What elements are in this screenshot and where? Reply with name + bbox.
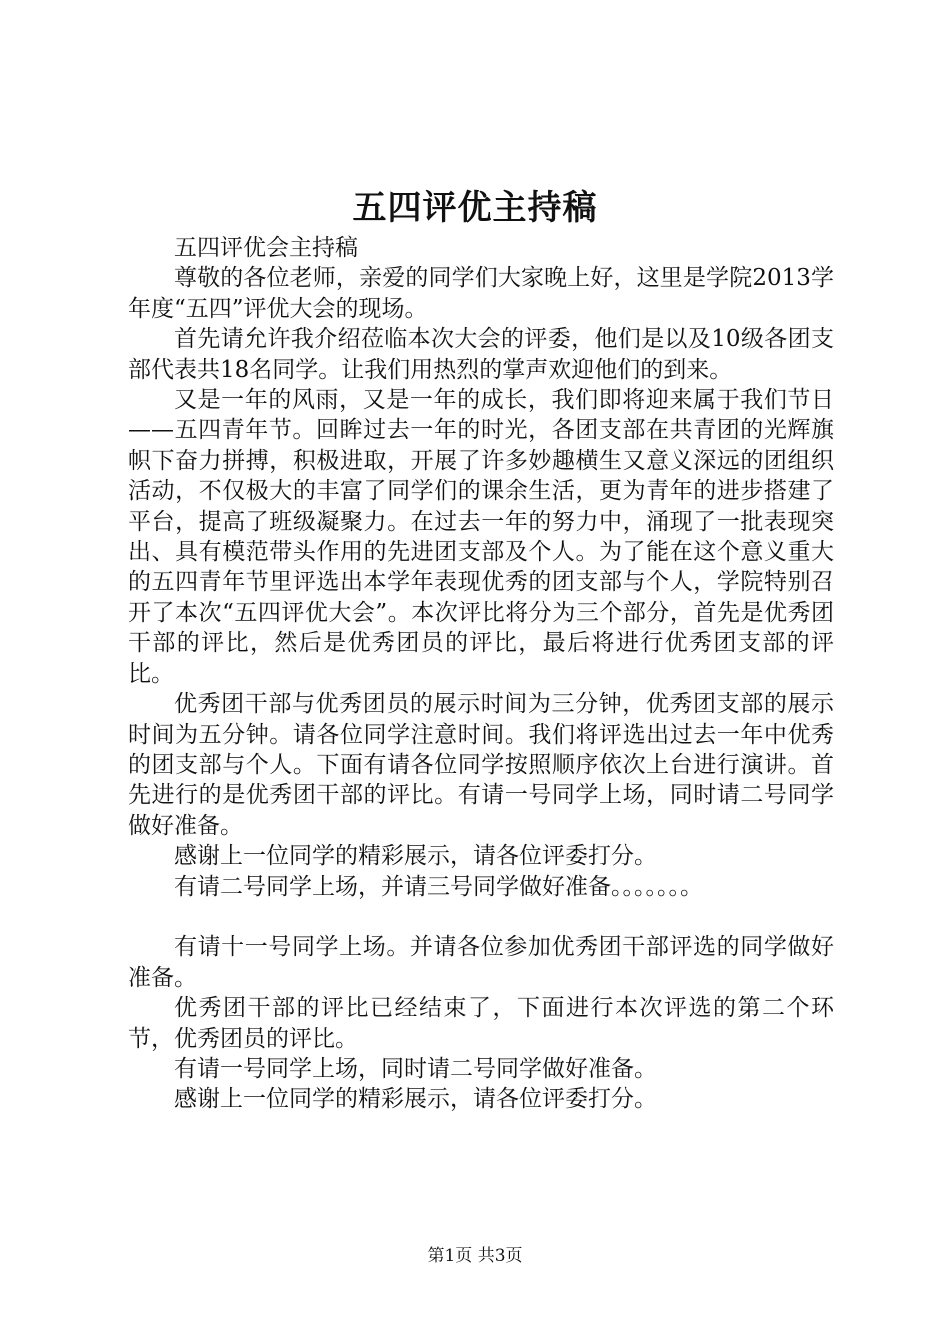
blank-line [128,902,834,932]
paragraph: 有请十一号同学上场。并请各位参加优秀团干部评选的同学做好准备。 [128,934,834,991]
paragraph: 感谢上一位同学的精彩展示，请各位评委打分。 [174,843,657,870]
paragraph: 有请二号同学上场，并请三号同学做好准备。。。。。。。 [174,873,703,900]
document-title: 五四评优主持稿 [352,188,598,228]
page-footer: 第1页 共3页 [427,1246,523,1266]
paragraph: 优秀团干部与优秀团员的展示时间为三分钟，优秀团支部的展示时间为五分钟。请各位同学注意时间。我们将评选出过去一年中优秀的团支部与个人。下面有请各位同学按照顺序依次上台进行演讲。首先进行的是优秀团干部的评比。有请一号同学上场，同时请二号同学做好准备。 [128,691,834,839]
document-body [128,233,834,1115]
paragraph: 首先请允许我介绍莅临本次大会的评委，他们是以及10级各团支部代表共18名同学。让我们用热烈的掌声欢迎他们的到来。 [128,326,834,383]
paragraph: 优秀团干部的评比已经结束了，下面进行本次评选的第二个环节，优秀团员的评比。 [128,995,834,1052]
paragraph: 有请一号同学上场，同时请二号同学做好准备。 [174,1055,657,1082]
paragraph: 尊敬的各位老师，亲爱的同学们大家晚上好，这里是学院2013学年度“五四”评优大会的现场。 [128,265,834,322]
paragraph: 又是一年的风雨，又是一年的成长，我们即将迎来属于我们节日——五四青年节。回眸过去一年的时光，各团支部在共青团的光辉旗帜下奋力拼搏，积极进取，开展了许多妙趣横生又意义深远的团组织活动，不仅极大的丰富了同学们的课余生活，更为青年的进步搭建了平台，提高了班级凝聚力。在过去一年的努力中，涌现了一批表现突出、具有模范带头作用的先进团支部及个人。为了能在这个意义重大的五四青年节里评选出本学年表现优秀的团支部与个人，学院特别召开了本次“五四评优大会”。本次评比将分为三个部分，首先是优秀团干部的评比，然后是优秀团员的评比，最后将进行优秀团支部的评比。 [128,387,834,687]
paragraph-heading: 五四评优会主持稿 [174,235,358,261]
paragraph: 感谢上一位同学的精彩展示，请各位评委打分。 [174,1086,657,1113]
